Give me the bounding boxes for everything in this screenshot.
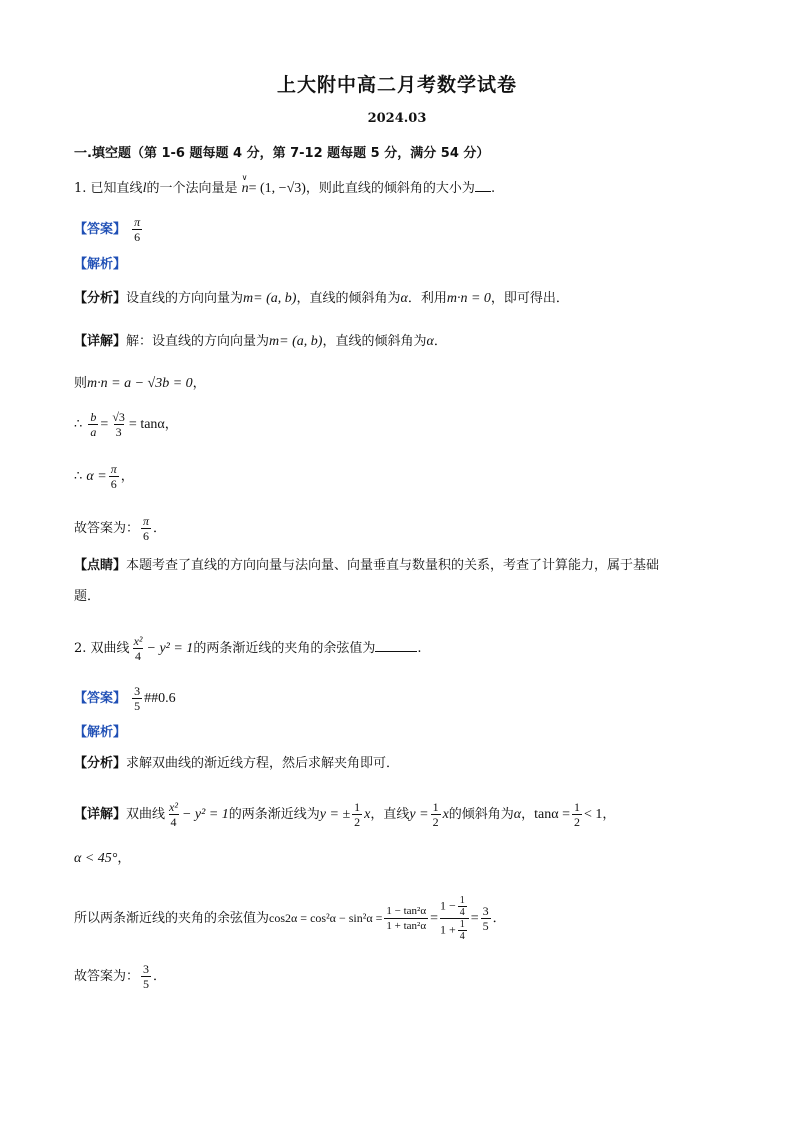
answer-blank <box>375 651 417 652</box>
q2-fenxi <box>74 755 399 773</box>
question-number: 2. <box>74 641 87 656</box>
equation: α = <box>86 469 107 484</box>
q1-note <box>74 557 659 575</box>
alpha: α <box>400 291 408 306</box>
equals: = <box>100 417 109 432</box>
fraction-tan: $\frac{\text{1 − tan²α}}{\text{1 + tan²α}}$ <box>386 905 427 932</box>
text: 设直线的方向向量为 <box>126 291 244 306</box>
text: 则 <box>74 376 88 391</box>
var-x: x <box>442 807 449 822</box>
fraction-three-fifths: $\frac{3}{5}$ <box>482 904 489 933</box>
fenxi-tag: 【分析】 <box>74 291 127 306</box>
equation: y = <box>409 807 429 822</box>
complex-numerator: 1 − $\frac{1}{4}$ <box>439 895 465 918</box>
equation: y = ± <box>319 807 351 822</box>
fraction-x2-over-4: $\frac{\text{x²}}{4}$ <box>133 634 143 663</box>
text: ，直线的倾斜角为 <box>296 291 401 306</box>
vector-value: = (a, b) <box>279 334 323 349</box>
text: 故答案为： <box>74 969 140 984</box>
q2-detail <box>74 800 615 829</box>
text: ． <box>153 969 167 984</box>
q2-inequality <box>74 850 130 868</box>
text: ， <box>120 469 134 484</box>
var-l: l <box>142 181 147 196</box>
text: ， <box>521 807 535 822</box>
fraction-one-half: $\frac{1}{2}$ <box>354 800 361 829</box>
fraction-complex <box>440 895 469 942</box>
text: 的两条渐近线为 <box>228 807 320 822</box>
equation: m·n = a − √3b = 0 <box>87 376 193 391</box>
fraction-x2-over-4: $\frac{\text{x²}}{4}$ <box>169 800 178 829</box>
fraction-three-fifths: $\frac{3}{5}$ <box>143 962 150 991</box>
text: ，直线 <box>370 807 410 822</box>
q2-final <box>74 962 166 991</box>
detail-tag: 【详解】 <box>74 807 127 822</box>
equation: − y² = 1 <box>146 641 194 656</box>
vector-m: m <box>269 334 280 349</box>
fraction-pi-over-6: $\frac{\pi}{6}$ <box>110 462 117 491</box>
dot-product: m·n = 0 <box>446 291 491 306</box>
text: 本题考查了直线的方向向量与法向量、向量垂直与数量积的关系，考查了计算能力，属于基础 <box>126 558 660 573</box>
q1-detail <box>74 333 447 351</box>
q2-answer <box>74 684 176 713</box>
text: 的倾斜角为 <box>448 807 514 822</box>
alpha: α <box>513 807 522 822</box>
answer-tag: 【答案】 <box>74 691 127 706</box>
var-x: x <box>364 807 371 822</box>
text: 故答案为： <box>74 521 140 536</box>
question-end: . <box>417 641 422 656</box>
section-heading: 一.填空题（第 1-6 题每题 4 分，第 7-12 题每题 5 分，满分 54 分） <box>74 146 490 161</box>
equation: − y² = 1 <box>181 807 229 822</box>
q2-cos-line <box>74 895 506 942</box>
q1-final <box>74 514 166 543</box>
text: ，即可得出． <box>490 291 569 306</box>
question-number: 1. <box>74 181 87 196</box>
vector-arrow-icon: ∨ <box>241 173 248 182</box>
fraction-one-half: $\frac{1}{2}$ <box>574 800 581 829</box>
question-text: 双曲线 <box>90 641 130 656</box>
detail-tag: 【详解】 <box>74 334 127 349</box>
q1-note-line-2: 题． <box>74 589 101 604</box>
equation: tanα = <box>534 807 571 822</box>
question-1 <box>74 173 496 198</box>
equation: < 1 <box>584 807 603 822</box>
question-end: . <box>490 181 496 196</box>
question-text: 的两条渐近线的夹角的余弦值为 <box>193 641 376 656</box>
text: ， <box>192 376 206 391</box>
question-text: 已知直线 <box>90 181 143 196</box>
text: ．利用 <box>407 291 447 306</box>
q1-step-3 <box>74 462 134 491</box>
text: 解：设直线的方向向量为 <box>126 334 270 349</box>
question-2 <box>74 634 421 663</box>
q1-step-1 <box>74 375 206 393</box>
q2-analysis-tag: 【解析】 <box>74 725 127 740</box>
answer-blank <box>475 191 491 192</box>
q1-fenxi <box>74 290 569 308</box>
text: ， <box>117 851 131 866</box>
fraction-sqrt3-over-3: $\frac{√3}{3}$ <box>112 410 125 439</box>
equation: = tanα <box>128 417 165 432</box>
alpha: α <box>426 334 434 349</box>
text: ． <box>492 911 506 926</box>
page-title: 上大附中高二月考数学试卷 <box>276 74 517 96</box>
q1-step-2 <box>74 410 178 439</box>
answer-alt: ##0.6 <box>144 691 176 706</box>
question-text: ，则此直线的倾斜角的大小为 <box>305 181 475 196</box>
fraction-b-over-a: $\frac{b}{a}$ <box>90 410 97 439</box>
answer-tag: 【答案】 <box>74 222 127 237</box>
vector-value: = (a, b) <box>253 291 297 306</box>
therefore-symbol: ∴ <box>74 469 83 484</box>
q1-analysis-tag: 【解析】 <box>74 257 127 272</box>
answer-fraction: $\frac{\pi}{6}$ <box>134 215 141 244</box>
equals: = <box>470 911 479 926</box>
answer-fraction: $\frac{3}{5}$ <box>134 684 141 713</box>
complex-denominator: 1 + $\frac{1}{4}$ <box>440 918 469 942</box>
text: 求解双曲线的渐近线方程，然后求解夹角即可． <box>126 756 400 771</box>
therefore-symbol: ∴ <box>74 417 83 432</box>
q1-answer <box>74 215 144 244</box>
text: ． <box>433 334 447 349</box>
note-tag: 【点睛】 <box>74 558 127 573</box>
exam-date: 2024.03 <box>367 111 427 126</box>
vector-m: m <box>243 291 254 306</box>
fraction-pi-over-6: $\frac{\pi}{6}$ <box>143 514 150 543</box>
vector-value: = (1, −√3) <box>248 181 306 196</box>
text: ． <box>153 521 167 536</box>
inequality: α < 45° <box>74 851 118 866</box>
equation: cos2α = cos²α − sin²α = <box>269 911 383 925</box>
fraction-one-half: $\frac{1}{2}$ <box>432 800 439 829</box>
question-text: 的一个法向量是 <box>146 181 238 196</box>
fenxi-tag: 【分析】 <box>74 756 127 771</box>
text: ，直线的倾斜角为 <box>322 334 427 349</box>
vector-n: ∨ n <box>242 180 249 198</box>
equals: = <box>430 911 438 926</box>
text: ， <box>164 417 178 432</box>
text: 双曲线 <box>126 807 166 822</box>
text: 所以两条渐近线的夹角的余弦值为 <box>74 911 270 926</box>
text: ， <box>602 807 616 822</box>
